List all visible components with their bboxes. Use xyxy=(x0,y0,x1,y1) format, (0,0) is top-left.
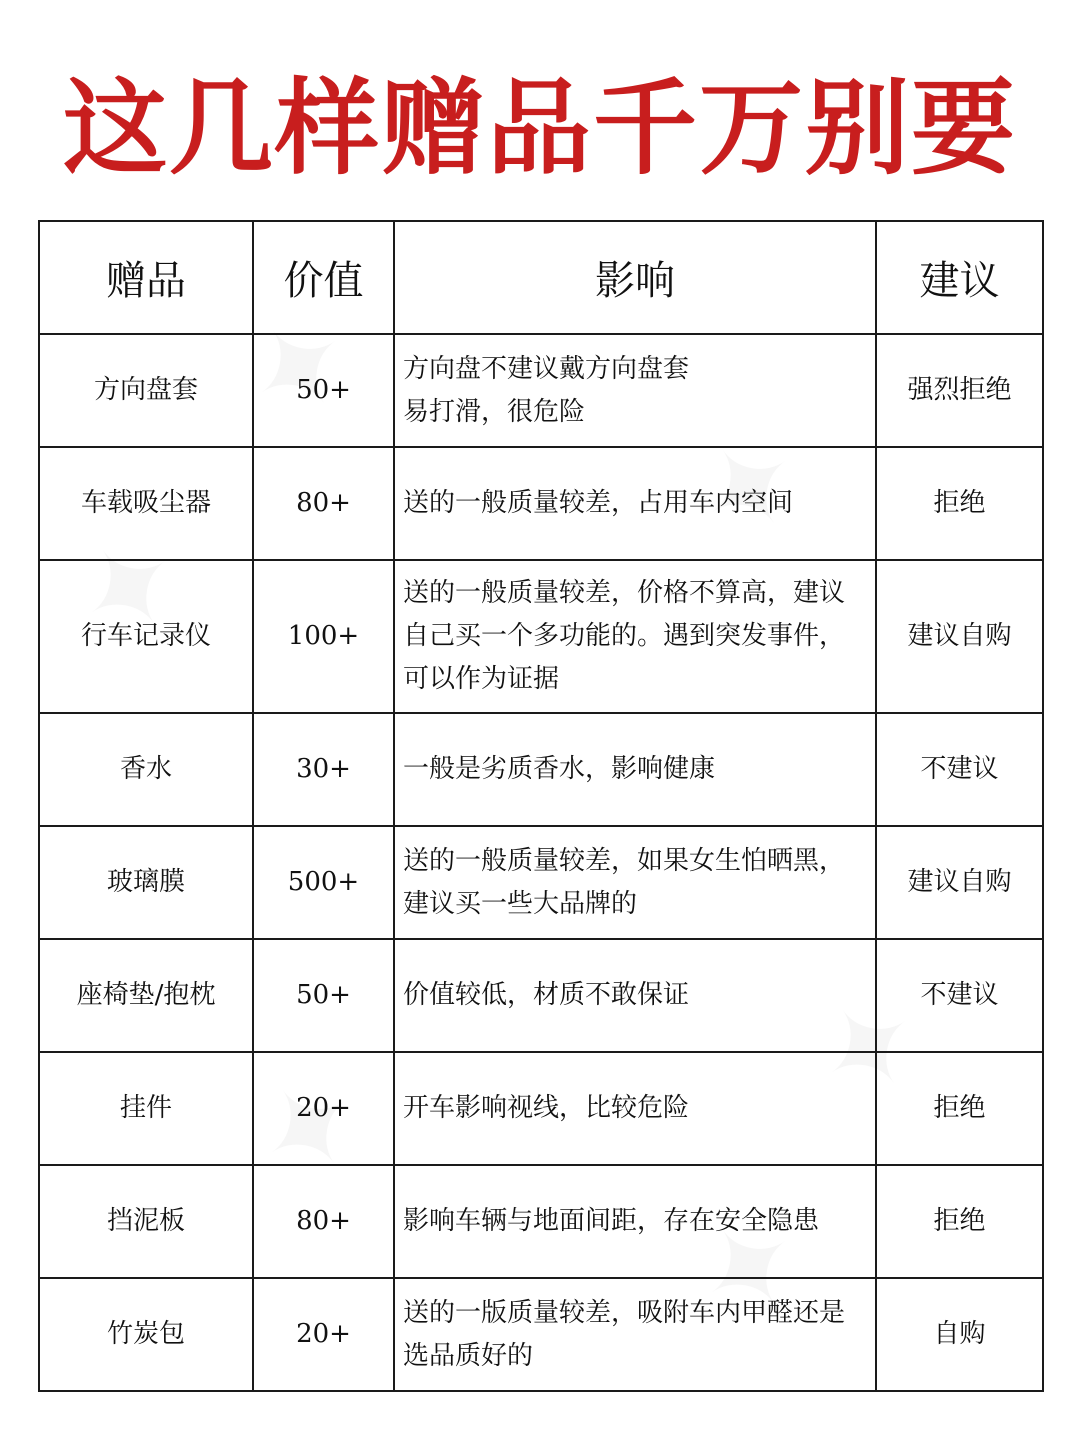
cell-advice: 拒绝 xyxy=(876,447,1043,560)
cell-value: 80+ xyxy=(253,447,394,560)
cell-effect: 开车影响视线，比较危险 xyxy=(394,1052,876,1165)
cell-value: 30+ xyxy=(253,713,394,826)
cell-effect: 送的一般质量较差，占用车内空间 xyxy=(394,447,876,560)
cell-gift: 香水 xyxy=(39,713,253,826)
header-effect: 影响 xyxy=(394,221,876,334)
cell-value: 50+ xyxy=(253,334,394,447)
cell-gift: 挂件 xyxy=(39,1052,253,1165)
cell-effect: 方向盘不建议戴方向盘套 易打滑，很危险 xyxy=(394,334,876,447)
cell-effect: 送的一般质量较差，价格不算高，建议自己买一个多功能的。遇到突发事件，可以作为证据 xyxy=(394,560,876,713)
cell-value: 20+ xyxy=(253,1278,394,1391)
cell-advice: 拒绝 xyxy=(876,1165,1043,1278)
cell-advice: 建议自购 xyxy=(876,826,1043,939)
table-row xyxy=(39,826,1043,939)
page-title: 这几样赠品千万别要 xyxy=(62,67,1017,189)
cell-value: 20+ xyxy=(253,1052,394,1165)
cell-advice: 强烈拒绝 xyxy=(876,334,1043,447)
cell-effect: 一般是劣质香水，影响健康 xyxy=(394,713,876,826)
cell-value: 80+ xyxy=(253,1165,394,1278)
table-row xyxy=(39,713,1043,826)
cell-gift: 行车记录仪 xyxy=(39,560,253,713)
cell-gift: 竹炭包 xyxy=(39,1278,253,1391)
cell-effect: 影响车辆与地面间距，存在安全隐患 xyxy=(394,1165,876,1278)
cell-value: 100+ xyxy=(253,560,394,713)
cell-value: 500+ xyxy=(253,826,394,939)
cell-gift: 方向盘套 xyxy=(39,334,253,447)
table-header-row xyxy=(39,221,1043,334)
table-row xyxy=(39,334,1043,447)
table-row xyxy=(39,447,1043,560)
cell-value: 50+ xyxy=(253,939,394,1052)
table-row xyxy=(39,1278,1043,1391)
cell-gift: 座椅垫/抱枕 xyxy=(39,939,253,1052)
cell-gift: 玻璃膜 xyxy=(39,826,253,939)
table-row xyxy=(39,1165,1043,1278)
table-row xyxy=(39,560,1043,713)
cell-effect: 送的一版质量较差，吸附车内甲醛还是选品质好的 xyxy=(394,1278,876,1391)
cell-advice: 不建议 xyxy=(876,713,1043,826)
cell-advice: 自购 xyxy=(876,1278,1043,1391)
table-row xyxy=(39,939,1043,1052)
cell-effect: 送的一般质量较差，如果女生怕晒黑，建议买一些大品牌的 xyxy=(394,826,876,939)
cell-advice: 建议自购 xyxy=(876,560,1043,713)
header-gift: 赠品 xyxy=(39,221,253,334)
cell-advice: 不建议 xyxy=(876,939,1043,1052)
cell-gift: 车载吸尘器 xyxy=(39,447,253,560)
cell-effect: 价值较低，材质不敢保证 xyxy=(394,939,876,1052)
cell-gift: 挡泥板 xyxy=(39,1165,253,1278)
header-advice: 建议 xyxy=(876,221,1043,334)
table-row xyxy=(39,1052,1043,1165)
cell-advice: 拒绝 xyxy=(876,1052,1043,1165)
gift-table xyxy=(38,220,1044,1392)
header-value: 价值 xyxy=(253,221,394,334)
